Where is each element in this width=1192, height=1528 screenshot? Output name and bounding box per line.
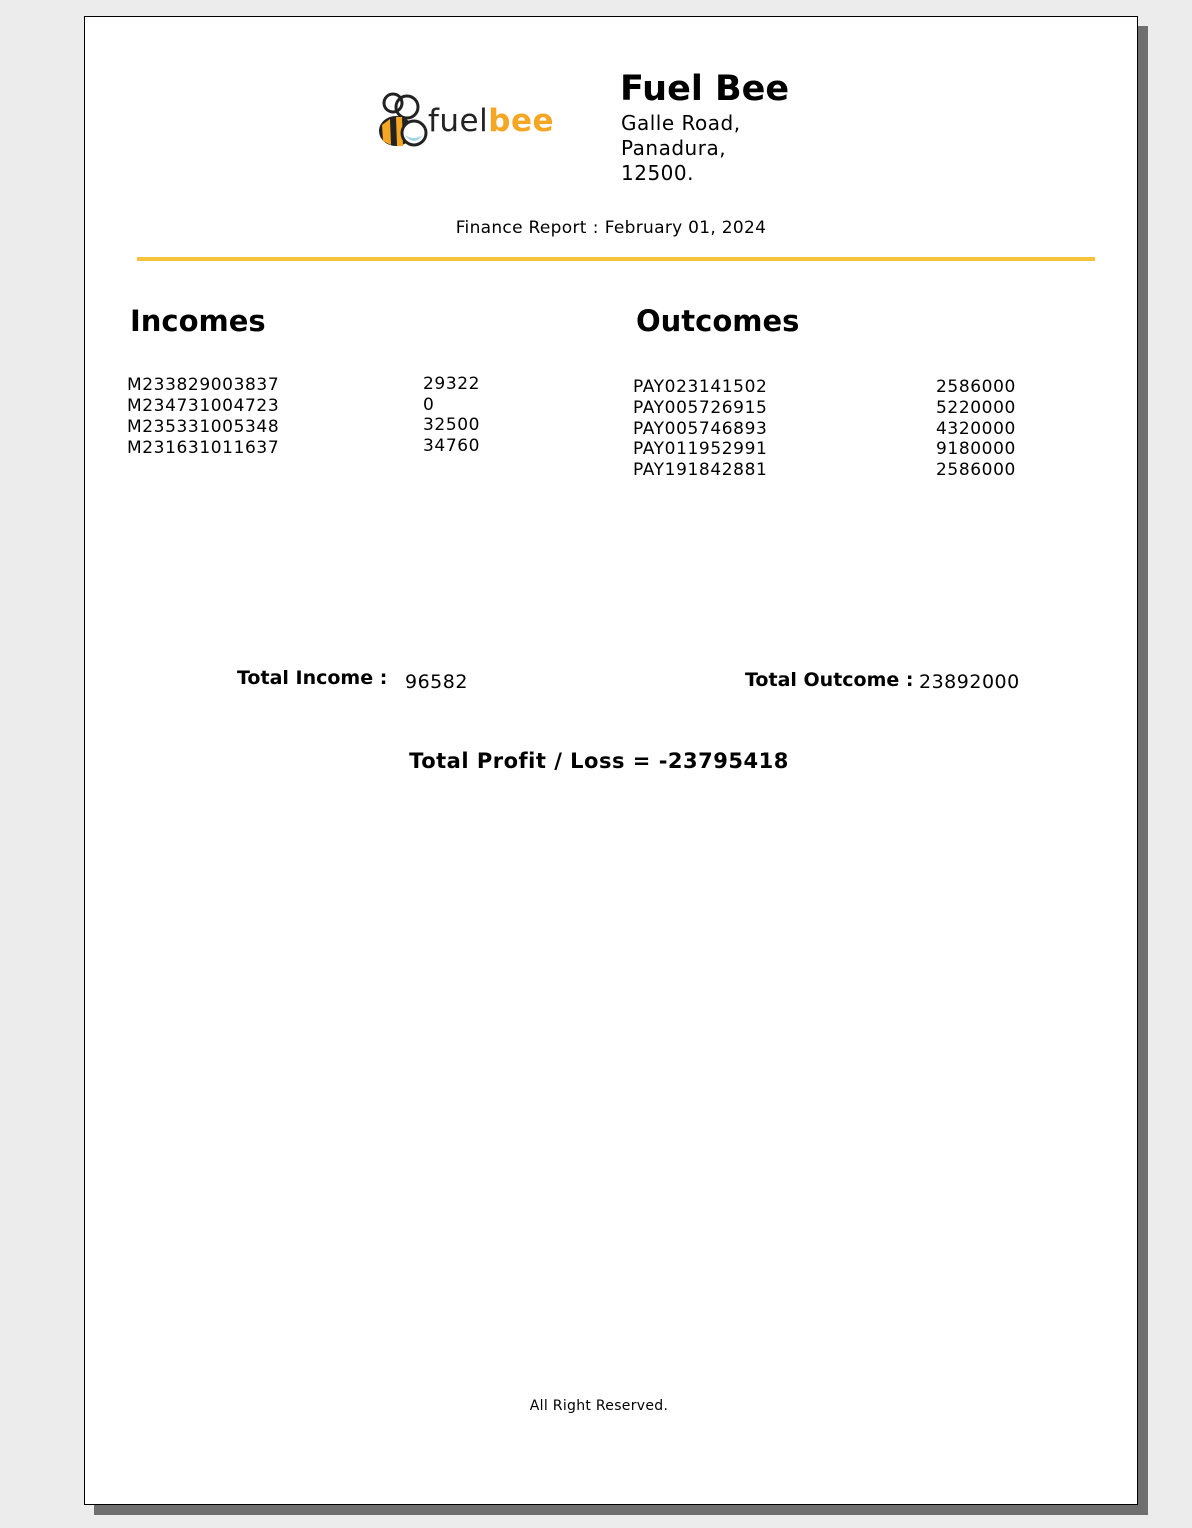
report-separator: :	[592, 218, 599, 238]
income-row-amount: 0	[423, 395, 435, 415]
outcomes-title: Outcomes	[636, 304, 800, 338]
logo-wordmark	[428, 103, 554, 139]
income-row-amount: 32500	[423, 415, 481, 435]
report-page	[84, 16, 1138, 1505]
outcome-row-amount: 2586000	[936, 377, 1016, 397]
outcome-row-id: PAY005746893	[633, 419, 768, 439]
address-line-3: 12500.	[621, 161, 694, 185]
company-logo	[374, 89, 564, 153]
outcome-row-amount: 5220000	[936, 398, 1016, 418]
total-outcome-label: Total Outcome :	[745, 669, 914, 691]
total-profit-loss: Total Profit / Loss = -23795418	[409, 749, 789, 773]
income-row-id: M234731004723	[127, 396, 280, 416]
report-label: Finance Report	[455, 218, 587, 238]
logo-word-fuel: fuel	[428, 103, 489, 139]
total-outcome-value: 23892000	[919, 671, 1020, 693]
outcome-row-amount: 4320000	[936, 419, 1016, 439]
income-row-amount: 34760	[423, 436, 481, 456]
address-line-1: Galle Road,	[621, 111, 741, 135]
company-name: Fuel Bee	[620, 69, 790, 109]
income-row-id: M231631011637	[127, 438, 280, 458]
income-row-amount: 29322	[423, 374, 481, 394]
incomes-title: Incomes	[130, 304, 266, 338]
outcome-row-amount: 2586000	[936, 460, 1016, 480]
bee-icon	[374, 89, 434, 153]
total-income-value: 96582	[405, 671, 468, 693]
report-date: February 01, 2024	[604, 218, 767, 238]
outcome-row-id: PAY005726915	[633, 398, 768, 418]
outcome-row-id: PAY023141502	[633, 377, 768, 397]
outcome-row-id: PAY191842881	[633, 460, 768, 480]
outcome-row-id: PAY011952991	[633, 439, 768, 459]
income-row-id: M235331005348	[127, 417, 280, 437]
logo-word-bee: bee	[488, 103, 554, 139]
total-income-label: Total Income :	[237, 667, 388, 689]
header-divider	[137, 257, 1095, 261]
footer-text: All Right Reserved.	[529, 1398, 669, 1414]
address-line-2: Panadura,	[621, 136, 727, 160]
outcome-row-amount: 9180000	[936, 439, 1016, 459]
report-date-line	[85, 218, 1137, 238]
income-row-id: M233829003837	[127, 375, 280, 395]
